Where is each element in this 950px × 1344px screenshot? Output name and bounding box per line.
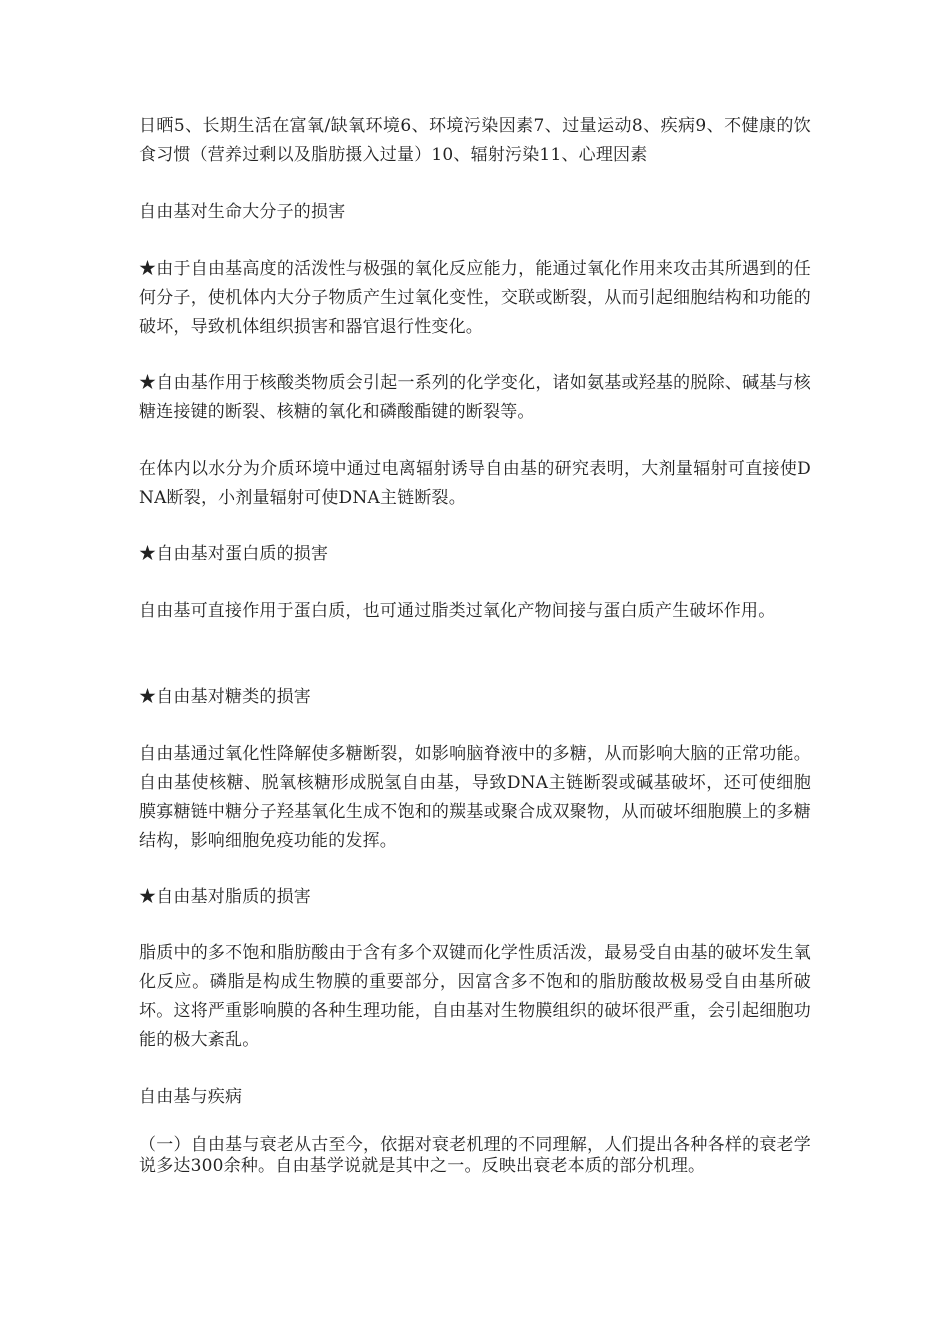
paragraph-lipid-damage: 脂质中的多不饱和脂肪酸由于含有多个双键而化学性质活泼，最易受自由基的破坏发生氧化反应。磷脂是构成生物膜的重要部分，因富含多不饱和的脂肪酸故极易受自由基所破坏。这将严重影响膜的各种生理功能，自由基对生物膜组织的破坏很严重，会引起细胞功能的极大紊乱。 [139, 943, 811, 1050]
paragraph-carbohydrate-damage: 自由基通过氧化性降解使多糖断裂，如影响脑脊液中的多糖，从而影响大脑的正常功能。自由基使核糖、脱氧核糖形成脱氢自由基，导致DNA主链断裂或碱基破坏，还可使细胞膜寡糖链中糖分子羟基氧化生成不饱和的羰基或聚合成双聚物，从而破坏细胞膜上的多糖结构，影响细胞免疫功能的发挥。 [139, 744, 811, 851]
paragraph-nucleic-acid: ★自由基作用于核酸类物质会引起一系列的化学变化，诸如氨基或羟基的脱除、碱基与核糖连接键的断裂、核糖的氧化和磷酸酯键的断裂等。 [139, 373, 811, 422]
paragraph-risk-factors: 日晒5、长期生活在富氧/缺氧环境6、环境污染因素7、过量运动8、疾病9、不健康的饮食习惯（营养过剩以及脂肪摄入过量）10、辐射污染11、心理因素 [139, 116, 811, 165]
paragraph-protein-damage: 自由基可直接作用于蛋白质，也可通过脂类过氧化产物间接与蛋白质产生破坏作用。 [139, 601, 776, 621]
paragraph-radiation-dna: 在体内以水分为介质环境中通过电离辐射诱导自由基的研究表明，大剂量辐射可直接使DNA断裂，小剂量辐射可使DNA主链断裂。 [139, 459, 811, 508]
heading-macromolecule-damage: 自由基对生命大分子的损害 [139, 202, 346, 222]
paragraph-aging-theory: （一）自由基与衰老从古至今，依据对衰老机理的不同理解，人们提出各种各样的衰老学说多达300余种。自由基学说就是其中之一。反映出衰老本质的部分机理。 [139, 1135, 811, 1176]
heading-carbohydrate-damage: ★自由基对糖类的损害 [139, 687, 311, 707]
paragraph-oxidation-attack: ★由于自由基高度的活泼性与极强的氧化反应能力，能通过氧化作用来攻击其所遇到的任何分子，使机体内大分子物质产生过氧化变性，交联或断裂，从而引起细胞结构和功能的破坏，导致机体组织损害和器官退行性变化。 [139, 259, 811, 337]
heading-free-radicals-and-disease: 自由基与疾病 [139, 1087, 243, 1107]
heading-protein-damage: ★自由基对蛋白质的损害 [139, 544, 329, 564]
heading-lipid-damage: ★自由基对脂质的损害 [139, 887, 311, 907]
